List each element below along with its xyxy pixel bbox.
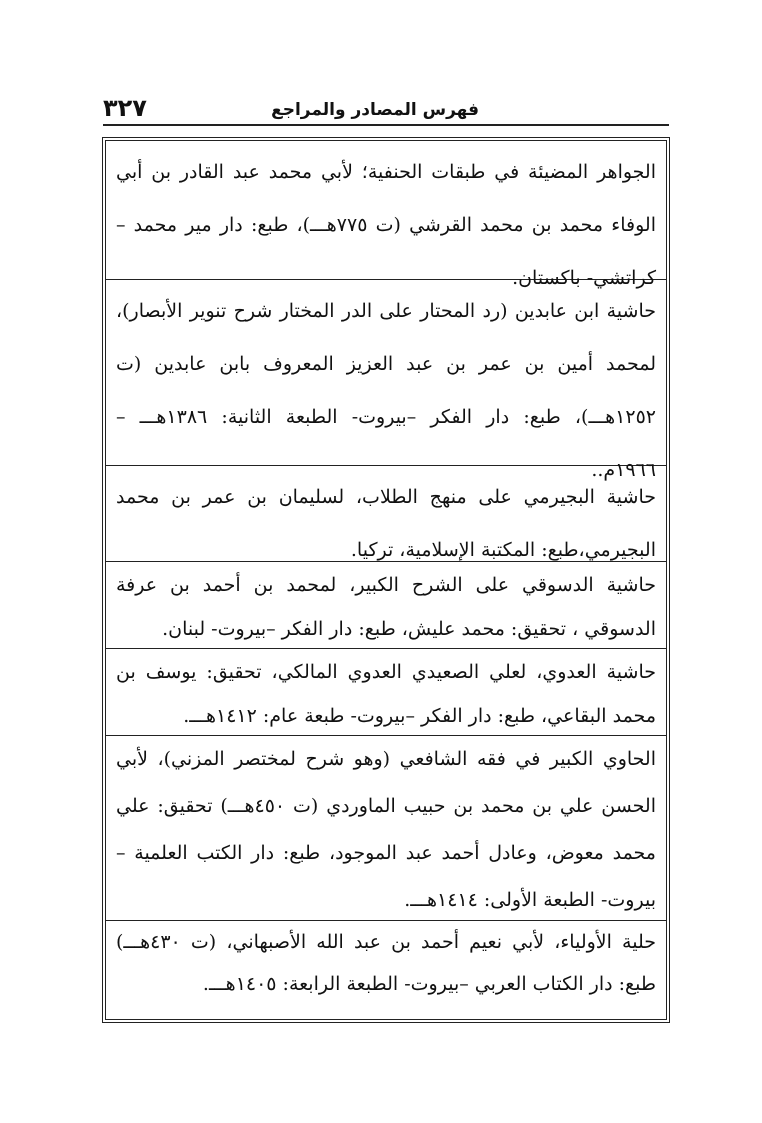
page-number: ٣٢٧	[103, 94, 147, 122]
bibliography-table	[105, 140, 667, 1020]
bibliography-entry: حاشية البجيرمي على منهج الطلاب، لسليمان بن عمر بن محمد البجيرمي،طبع: المكتبة الإسلامية، تركيا.	[106, 466, 666, 562]
bibliography-entry: الحاوي الكبير في فقه الشافعي (وهو شرح لمختصر المزني)، لأبي الحسن علي بن محمد بن حبيب الماوردي (ت ٤٥٠هـــ) تحقيق: علي محمد معوض، وعادل أحمد عبد الموجود، طبع: دار الكتب العلمية – بيروت- الطبعة الأولى: ١٤١٤هـــ.	[106, 736, 666, 921]
bibliography-entry: الجواهر المضيئة في طبقات الحنفية؛ لأبي محمد عبد القادر بن أبي الوفاء محمد بن محمد القرشي (ت ٧٧٥هـــ)، طبع: دار مير محمد – كراتشي- باكستان.	[106, 141, 666, 280]
bibliography-entry: حلية الأولياء، لأبي نعيم أحمد بن عبد الله الأصبهاني، (ت ٤٣٠هـــ) طبع: دار الكتاب العربي –بيروت- الطبعة الرابعة: ١٤٠٥هـــ.	[116, 931, 656, 995]
running-title: فهرس المصادر والمراجع	[271, 100, 479, 120]
bibliography-entry: حاشية الدسوقي على الشرح الكبير، لمحمد بن أحمد بن عرفة الدسوقي ، تحقيق: محمد عليش، طبع: دار الفكر –بيروت- لبنان.	[106, 562, 666, 649]
page-header	[103, 92, 669, 126]
bibliography-entry: حاشية العدوي، لعلي الصعيدي العدوي المالكي، تحقيق: يوسف بن محمد البقاعي، طبع: دار الفكر –بيروت- طبعة عام: ١٤١٢هـــ.	[106, 649, 666, 736]
bibliography-entry: حاشية ابن عابدين (رد المحتار على الدر المختار شرح تنوير الأبصار)، لمحمد أمين بن عمر بن عبد العزيز المعروف بابن عابدين (ت ١٢٥٢هـــ)، طبع: دار الفكر –بيروت- الطبعة الثانية: ١٣٨٦هـــ – ١٩٦٦م..	[106, 280, 666, 466]
